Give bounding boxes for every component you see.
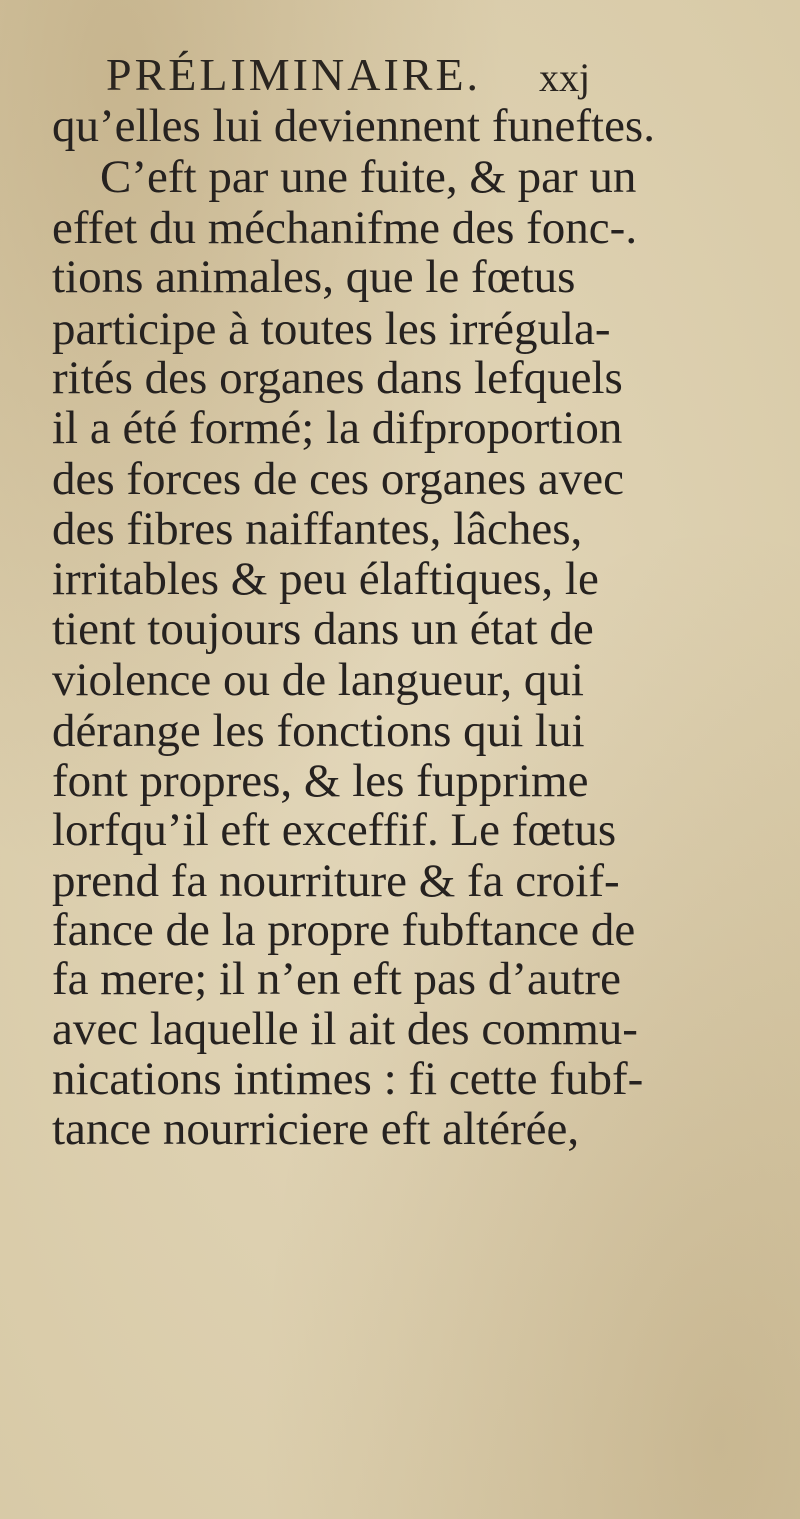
text-line: rités des organes dans lefquels bbox=[52, 352, 623, 404]
text-line: qu’elles lui deviennent funeftes. bbox=[52, 100, 655, 152]
text-line: dérange les fonctions qui lui bbox=[52, 705, 585, 757]
text-line: tions animales, que le fœtus bbox=[52, 251, 576, 303]
text-line: avec laquelle il ait des commu- bbox=[52, 1003, 638, 1055]
text-line: irritables & peu élaftiques, le bbox=[52, 553, 599, 605]
page-number: xxj bbox=[539, 55, 591, 100]
text-line: fa mere; il n’en eft pas d’autre bbox=[52, 953, 621, 1005]
text-line: lorfqu’il eft exceffif. Le fœtus bbox=[52, 804, 617, 856]
text-line: prend fa nourriture & fa croif- bbox=[52, 855, 620, 907]
text-line: des fibres naiffantes, lâches, bbox=[52, 503, 583, 555]
text-line: il a été formé; la difproportion bbox=[52, 402, 623, 454]
text-line: des forces de ces organes avec bbox=[52, 453, 624, 505]
text-line: fance de la propre fubftance de bbox=[52, 904, 636, 956]
text-line: participe à toutes les irrégula- bbox=[52, 303, 611, 355]
text-line: violence ou de langueur, qui bbox=[52, 654, 584, 706]
text-line: C’eft par une fuite, & par un bbox=[100, 151, 637, 203]
text-line: effet du méchanifme des fonc-. bbox=[52, 202, 638, 254]
text-line: tance nourriciere eft altérée, bbox=[52, 1103, 580, 1155]
text-line: nications intimes : fi cette fubf- bbox=[52, 1053, 644, 1105]
text-line: tient toujours dans un état de bbox=[52, 603, 594, 655]
text-line: font propres, & les fupprime bbox=[52, 755, 589, 807]
blank-page-area bbox=[0, 1060, 800, 1519]
running-title: PRÉLIMINAIRE. bbox=[106, 49, 482, 100]
